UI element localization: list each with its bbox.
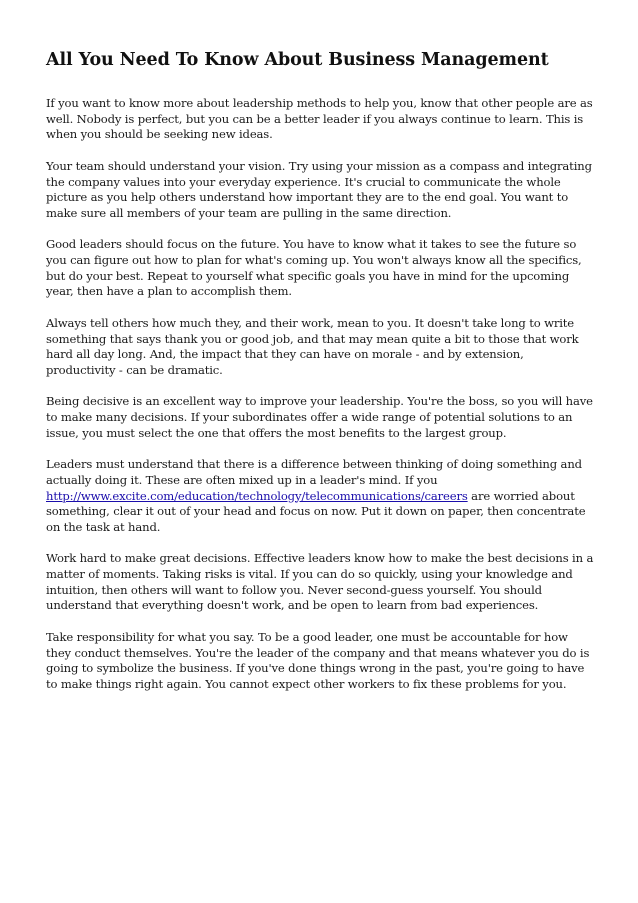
paragraph-5: Being decisive is an excellent way to improve your leadership. You're the boss, so you will have to make many decisions. If your subordinates offer a wide range of potential solutions to an issue, you must select the one that offers the most benefits to the largest group. <box>46 394 593 440</box>
paragraph-8: Take responsibility for what you say. To be a good leader, one must be accountable for how they conduct themselves. You're the leader of the company and that means whatever you do is going to symbolize the business. If you've done things wrong in the past, you're going to have to make things right again. You cannot expect other workers to fix these problems for you. <box>46 629 590 691</box>
paragraph-1: If you want to know more about leadership methods to help you, know that other people are as well. Nobody is perfect, but you can be a better leader if you always continue to learn. This is when you should be seeking new ideas. <box>46 96 593 142</box>
paragraph-6 <box>46 457 595 536</box>
paragraph-6-text-after: are worried about something, clear it out of your head and focus on now. Put it down on paper, then concentrate on the task at hand. <box>46 488 586 534</box>
careers-link[interactable]: http://www.excite.com/education/technology/telecommunications/careers <box>46 488 468 503</box>
paragraph-2: Your team should understand your vision. Try using your mission as a compass and integrating the company values into your everyday experience. It's crucial to communicate the whole picture as you help others understand how important they are to the end goal. You want to make sure all members of your team are pulling in the same direction. <box>46 158 592 220</box>
paragraph-3: Good leaders should focus on the future. You have to know what it takes to see the future so you can figure out how to plan for what's coming up. You won't always know all the specifics, but do your best. Repeat to yourself what specific goals you have in mind for the upcoming year, then have a plan to accomplish them. <box>46 237 582 299</box>
paragraph-7: Work hard to make great decisions. Effective leaders know how to make the best decisions in a matter of moments. Taking risks is vital. If you can do so quickly, using your knowledge and intuition, then others will want to follow you. Never second-guess yourself. You should understand that everything doesn't work, and be open to learn from bad experiences. <box>46 551 594 613</box>
paragraph-4: Always tell others how much they, and their work, mean to you. It doesn't take long to write something that says thank you or good job, and that may mean quite a bit to those that work hard all day long. And, the impact that they can have on morale - and by extension, productivity - can be dramatic. <box>46 315 579 377</box>
document-page <box>46 0 595 693</box>
document-title: All You Need To Know About Business Management <box>46 50 549 70</box>
paragraph-6-text-before: Leaders must understand that there is a difference between thinking of doing something and actually doing it. These are often mixed up in a leader's mind. If you <box>46 457 582 487</box>
